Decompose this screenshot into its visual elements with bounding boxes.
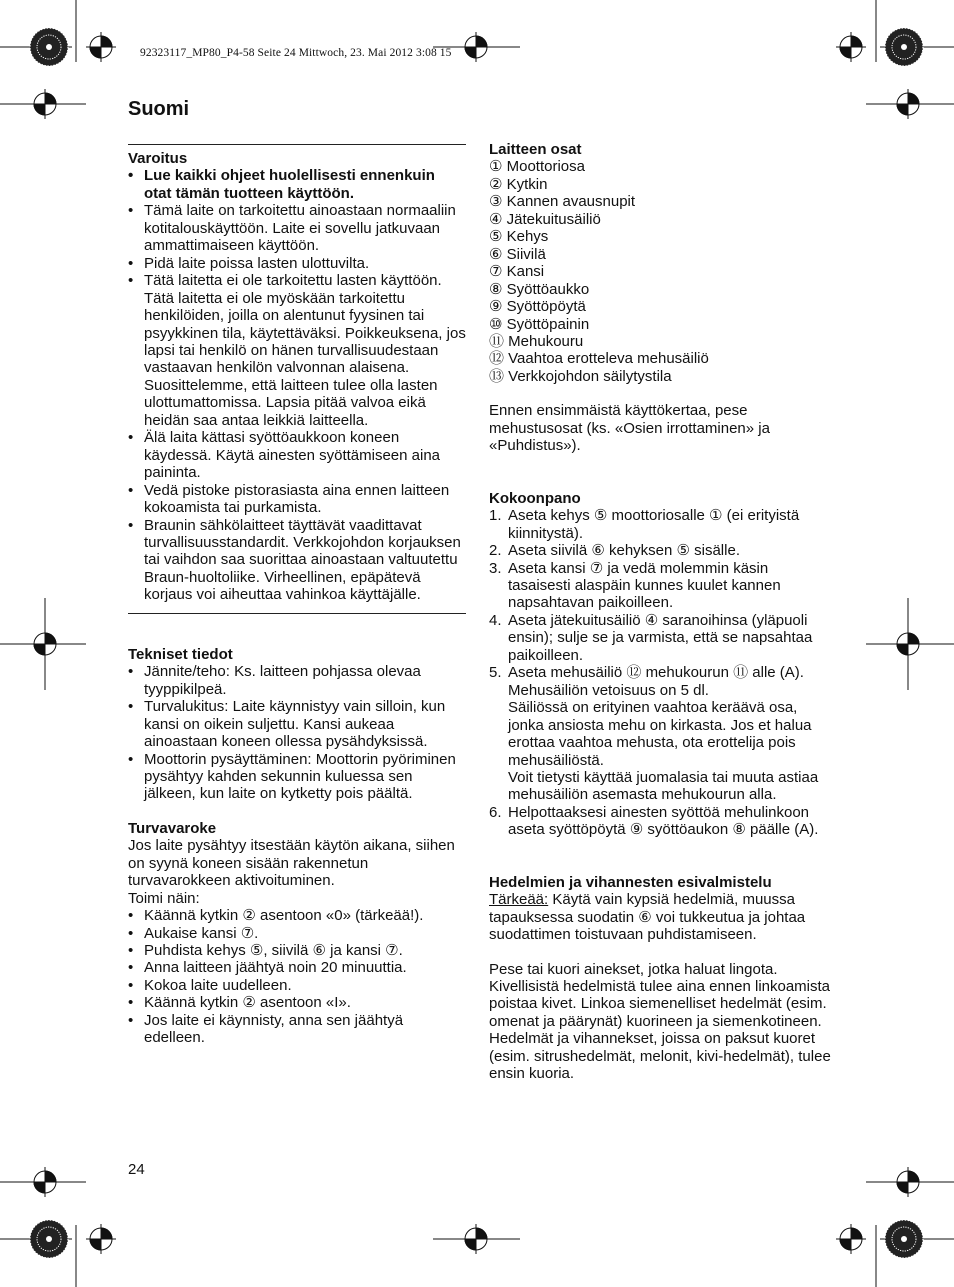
step-item: 2. Aseta siivilä ⑥ kehyksen ⑤ sisälle. (489, 542, 740, 560)
list-item: • Tämä laite on tarkoitettu ainoastaan normaaliin kotitalouskäyttöön. Laite ei sovellu jatkuvaan ammattimaiseen käyttöön. (128, 202, 466, 254)
list-item: • Aukaise kansi ⑦. (128, 925, 466, 942)
list-item: ⑪ Mehukouru (489, 332, 584, 350)
hedelmat-important: Tärkeää: Käytä vain kypsiä hedelmiä, muussa tapauksessa suodatin ⑥ voi tukkeutua ja johtaa suodattimen toistuvaan puhdistamiseen. (489, 891, 806, 944)
hedelmat-heading: Hedelmien ja vihannesten esivalmistelu (489, 873, 772, 891)
kokoonpano-heading: Kokoonpano (489, 489, 581, 507)
varoitus-list (128, 167, 466, 603)
print-header-info: 92323117_MP80_P4-58 Seite 24 Mittwoch, 23. Mai 2012 3:08 15 (140, 47, 452, 59)
list-item: • Moottorin pysäyttäminen: Moottorin pyöriminen pysähtyy kahden sekunnin kuluessa sen jälkeen, kun laite on kytketty pois päältä. (128, 751, 466, 803)
list-item: ③ Kannen avausnupit (489, 193, 636, 211)
left-column (128, 150, 466, 1047)
list-item: ⑧ Syöttöaukko (489, 280, 590, 298)
step-extra: Säiliössä on erityinen vaahtoa keräävä osa, jonka ansiosta mehu on kirkasta. Jos et halua erottaa vaahtoa mehusta, ota erottelija pois mehusäiliöstä. (508, 699, 812, 769)
list-item: • Vedä pistoke pistorasiasta aina ennen laitteen kokoamista tai purkamista. (128, 482, 466, 517)
tekniset-heading: Tekniset tiedot (128, 645, 233, 663)
list-item: ⑩ Syöttöpainin (489, 315, 590, 333)
step-extra: Voit tietysti käyttää juomalasia tai muuta astiaa mehusäiliön asemasta mehukourun alla. (508, 768, 819, 804)
list-item: • Käännä kytkin ② asentoon «I». (128, 994, 466, 1011)
list-item: • Jos laite ei käynnisty, anna sen jäähtyä edelleen. (128, 1012, 466, 1047)
turvavaroke-lead: Toimi näin: (128, 889, 200, 907)
list-item: ④ Jätekuitusäiliö (489, 210, 601, 228)
important-label: Tärkeää: (489, 891, 549, 909)
list-item: ⑤ Kehys (489, 228, 549, 246)
section-rule (128, 144, 466, 145)
list-item: • Lue kaikki ohjeet huolellisesti ennenkuin otat tämän tuotteen käyttöön. (128, 167, 466, 202)
list-item: ⑦ Kansi (489, 263, 545, 281)
step-item: 3. Aseta kansi ⑦ ja vedä molemmin käsin tasaisesti alaspäin kunnes kuulet kannen napsahtavan paikoilleen. (489, 559, 781, 612)
osat-heading: Laitteen osat (489, 141, 582, 158)
list-item: • Tätä laitetta ei ole tarkoitettu lasten käyttöön. Tätä laitetta ei ole myöskään tarkoitettu henkilöiden, joilla on alentunut fyysinen tai psyykkinen tila, käytettäväksi. Poikkeuksena, jos lapsi tai henkilö on hänen turvallisuudestaan vastaavan henkilön valvonnan alaisena. Suosittelemme, että laitteen tulee olla lasten ulottumattomissa. Lapsia pitää valvoa eikä heidän saa antaa leikkiä laitteella. (128, 272, 466, 429)
turvavaroke-heading: Turvavaroke (128, 819, 217, 837)
osat-list (489, 158, 834, 385)
section-rule (128, 613, 466, 614)
list-item: • Älä laita kättasi syöttöaukkoon koneen käydessä. Käytä ainesten syöttämiseen aina paininta. (128, 429, 466, 481)
list-item: ⑫ Vaahtoa erotteleva mehusäiliö (489, 350, 709, 368)
right-column (489, 141, 834, 1083)
step-item: 6. Helpottaaksesi ainesten syöttöä mehulinkoon aseta syöttöpöytä ⑨ syöttöaukon ⑧ päälle (A). (489, 803, 819, 839)
turvavaroke-intro: Jos laite pysähtyy itsestään käytön aikana, siihen on syynä koneen sisään rakennetun turvavarokkeen aktivoituminen. (128, 837, 455, 890)
list-item: • Anna laitteen jäähtyä noin 20 minuuttia. (128, 959, 466, 976)
turvavaroke-list (128, 907, 466, 1047)
list-item: ⑥ Siivilä (489, 245, 546, 263)
step-item: 5. Aseta mehusäiliö ⑫ mehukourun ⑪ alle (A). Mehusäiliön vetoisuus on 5 dl. Säiliössä on erityinen vaahtoa keräävä osa, jonka ansiosta mehu on kirkasta. Jos et halua erottaa vaahtoa mehusta, ota erottelija pois mehusäiliöstä. Voit tietysti käyttää juomalasia tai muuta astiaa mehusäiliön asemasta mehukourun alla. (489, 664, 834, 804)
list-item: • Braunin sähkölaitteet täyttävät vaadittavat turvallisuusstandardit. Verkkojohdon korjauksen tai vaihdon saa suorittaa ainoastaan valtuutettu Braun-huoltoliike. Virheellinen, epäpätevä korjaus voi aiheuttaa vahinkoa käyttäjälle. (128, 517, 466, 604)
page-number: 24 (128, 1161, 145, 1178)
varoitus-heading: Varoitus (128, 150, 188, 167)
page-title: Suomi (128, 98, 190, 120)
list-item: ① Moottoriosa (489, 158, 585, 176)
list-item: • Kokoa laite uudelleen. (128, 977, 466, 994)
kokoonpano-steps (489, 507, 834, 839)
list-item: ⑬ Verkkojohdon säilytystila (489, 367, 672, 385)
list-item: ⑨ Syöttöpöytä (489, 298, 586, 316)
hedelmat-paragraph: Pese tai kuori ainekset, jotka haluat lingota. Kivellisistä hedelmistä tulee aina ennen linkoamista poistaa kivet. Linkoa siemenelliset hedelmät (esim. omenat ja päärynät) kuorineen ja siemenkotineen. Hedelmät ja vihannekset, joissa on paksut kuoret (esim. sitrushedelmät, melonit, kivi-hedelmät), tulee ensin kuoria. (489, 960, 831, 1083)
osat-note: Ennen ensimmäistä käyttökertaa, pese mehustusosat (ks. «Osien irrottaminen» ja «Puhdistus»). (489, 402, 770, 455)
list-item: • Jännite/teho: Ks. laitteen pohjassa olevaa tyyppikilpeä. (128, 663, 466, 698)
list-item: • Turvalukitus: Laite käynnistyy vain silloin, kun kansi on oikein suljettu. Kansi aukeaa ainoastaan koneen ollessa pysähdyksissä. (128, 698, 466, 750)
step-item: 4. Aseta jätekuitusäiliö ④ saranoihinsa (yläpuoli ensin); sulje se ja varmista, että se napsahtaa paikoilleen. (489, 611, 813, 664)
tekniset-list (128, 663, 466, 803)
list-item: • Pidä laite poissa lasten ulottuvilta. (128, 255, 466, 272)
step-item: 1. Aseta kehys ⑤ moottoriosalle ① (ei erityistä kiinnitystä). (489, 507, 800, 542)
list-item: • Käännä kytkin ② asentoon «0» (tärkeää!). (128, 907, 466, 924)
list-item: • Puhdista kehys ⑤, siivilä ⑥ ja kansi ⑦. (128, 942, 466, 959)
list-item: ② Kytkin (489, 175, 548, 193)
